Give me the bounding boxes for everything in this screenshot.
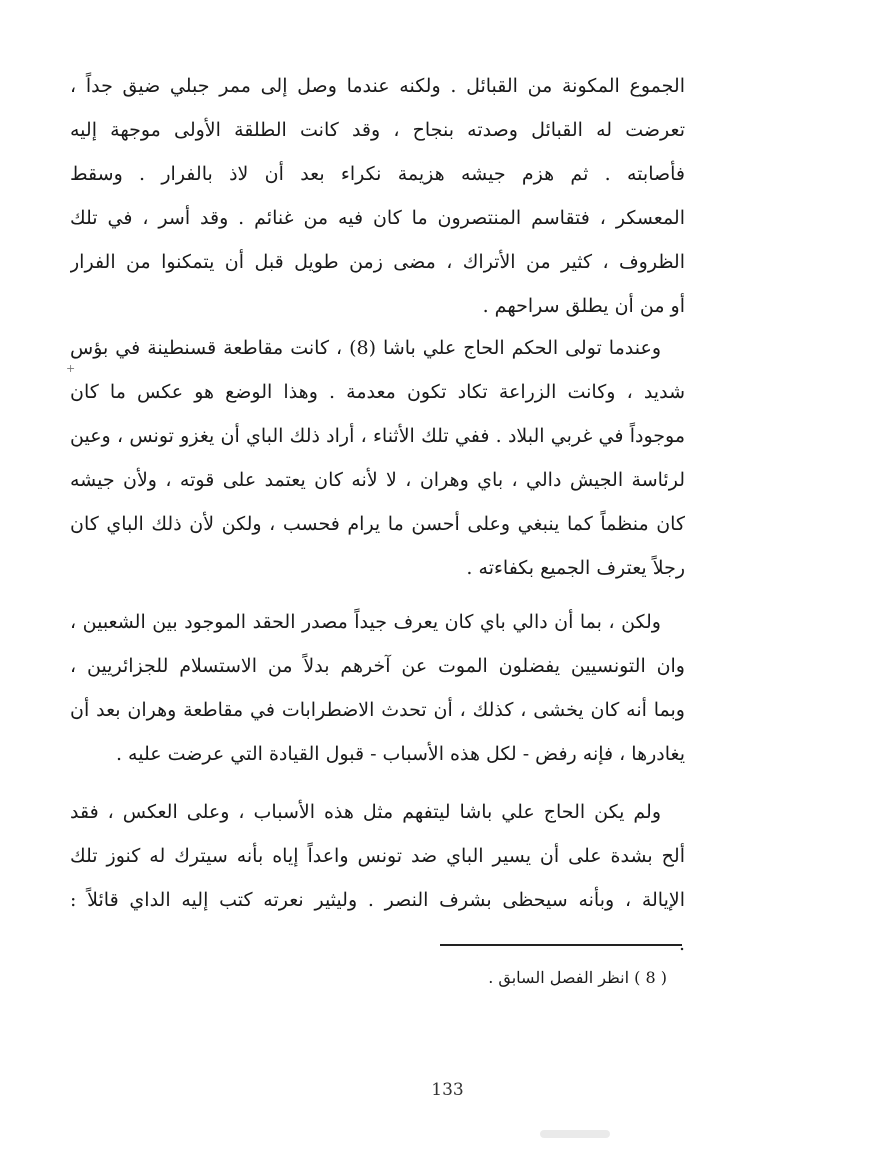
text-line: أو من أن يطلق سراحهم . (482, 295, 685, 317)
footnote-divider (440, 944, 682, 946)
text-line: كان منظماً كما ينبغي وعلى أحسن ما يرام فحسب ، ولكن لأن ذلك الباي كان (70, 513, 685, 535)
text-line: المعسكر ، فتقاسم المنتصرون ما كان فيه من غنائم . وقد أسر ، في تلك (70, 207, 685, 229)
page-number: 133 (431, 1080, 464, 1100)
text-line: الإيالة ، وبأنه سيحظى بشرف النصر . وليثير نعرته كتب إليه الداي قائلاً : (70, 889, 685, 911)
stray-mark: + (66, 362, 76, 375)
footnote: ( 8 ) انظر الفصل السابق . (488, 968, 667, 987)
paragraph-4 (70, 790, 685, 966)
text-line: شديد ، وكانت الزراعة تكاد تكون معدمة . وهذا الوضع هو عكس ما كان (70, 381, 685, 403)
paragraph-2 (70, 326, 685, 590)
paragraph-1 (70, 64, 685, 328)
text-line: الجموع المكونة من القبائل . ولكنه عندما وصل إلى ممر جبلي ضيق جداً ، (70, 75, 685, 97)
text-line: . (678, 933, 685, 955)
text-line: لرئاسة الجيش دالي ، باي وهران ، لا لأنه كان يعتمد على قوته ، ولأن جيشه (70, 469, 685, 491)
text-line: ألح بشدة على أن يسير الباي ضد تونس واعداً إياه بأنه سيترك له كنوز تلك (70, 845, 685, 867)
text-line: موجوداً في غربي البلاد . ففي تلك الأثناء ، أراد ذلك الباي أن يغزو تونس ، وعين (70, 425, 685, 447)
text-line: وبما أنه كان يخشى ، كذلك ، أن تحدث الاضطرابات في مقاطعة وهران بعد أن (70, 699, 685, 721)
text-line: الظروف ، كثير من الأتراك ، مضى زمن طويل قبل أن يتمكنوا من الفرار (70, 251, 685, 273)
text-line: فأصابته . ثم هزم جيشه هزيمة نكراء بعد أن لاذ بالفرار . وسقط (70, 163, 685, 185)
text-line: ولم يكن الحاج علي باشا ليتفهم مثل هذه الأسباب ، وعلى العكس ، فقد (70, 801, 661, 823)
text-line: تعرضت له القبائل وصدته بنجاح ، وقد كانت الطلقة الأولى موجهة إليه (70, 119, 685, 141)
scan-smudge (540, 1130, 610, 1138)
text-line: يغادرها ، فإنه رفض - لكل هذه الأسباب - قبول القيادة التي عرضت عليه . (115, 743, 685, 765)
text-line: رجلاً يعترف الجميع بكفاءته . (466, 557, 685, 579)
paragraph-3 (70, 600, 685, 776)
text-line: ولكن ، بما أن دالي باي كان يعرف جيداً مصدر الحقد الموجود بين الشعبين ، (70, 611, 661, 633)
text-line: وان التونسيين يفضلون الموت عن آخرهم بدلاً من الاستسلام للجزائريين ، (70, 655, 685, 677)
text-line: وعندما تولى الحكم الحاج علي باشا (8) ، كانت مقاطعة قسنطينة في بؤس (70, 337, 661, 359)
